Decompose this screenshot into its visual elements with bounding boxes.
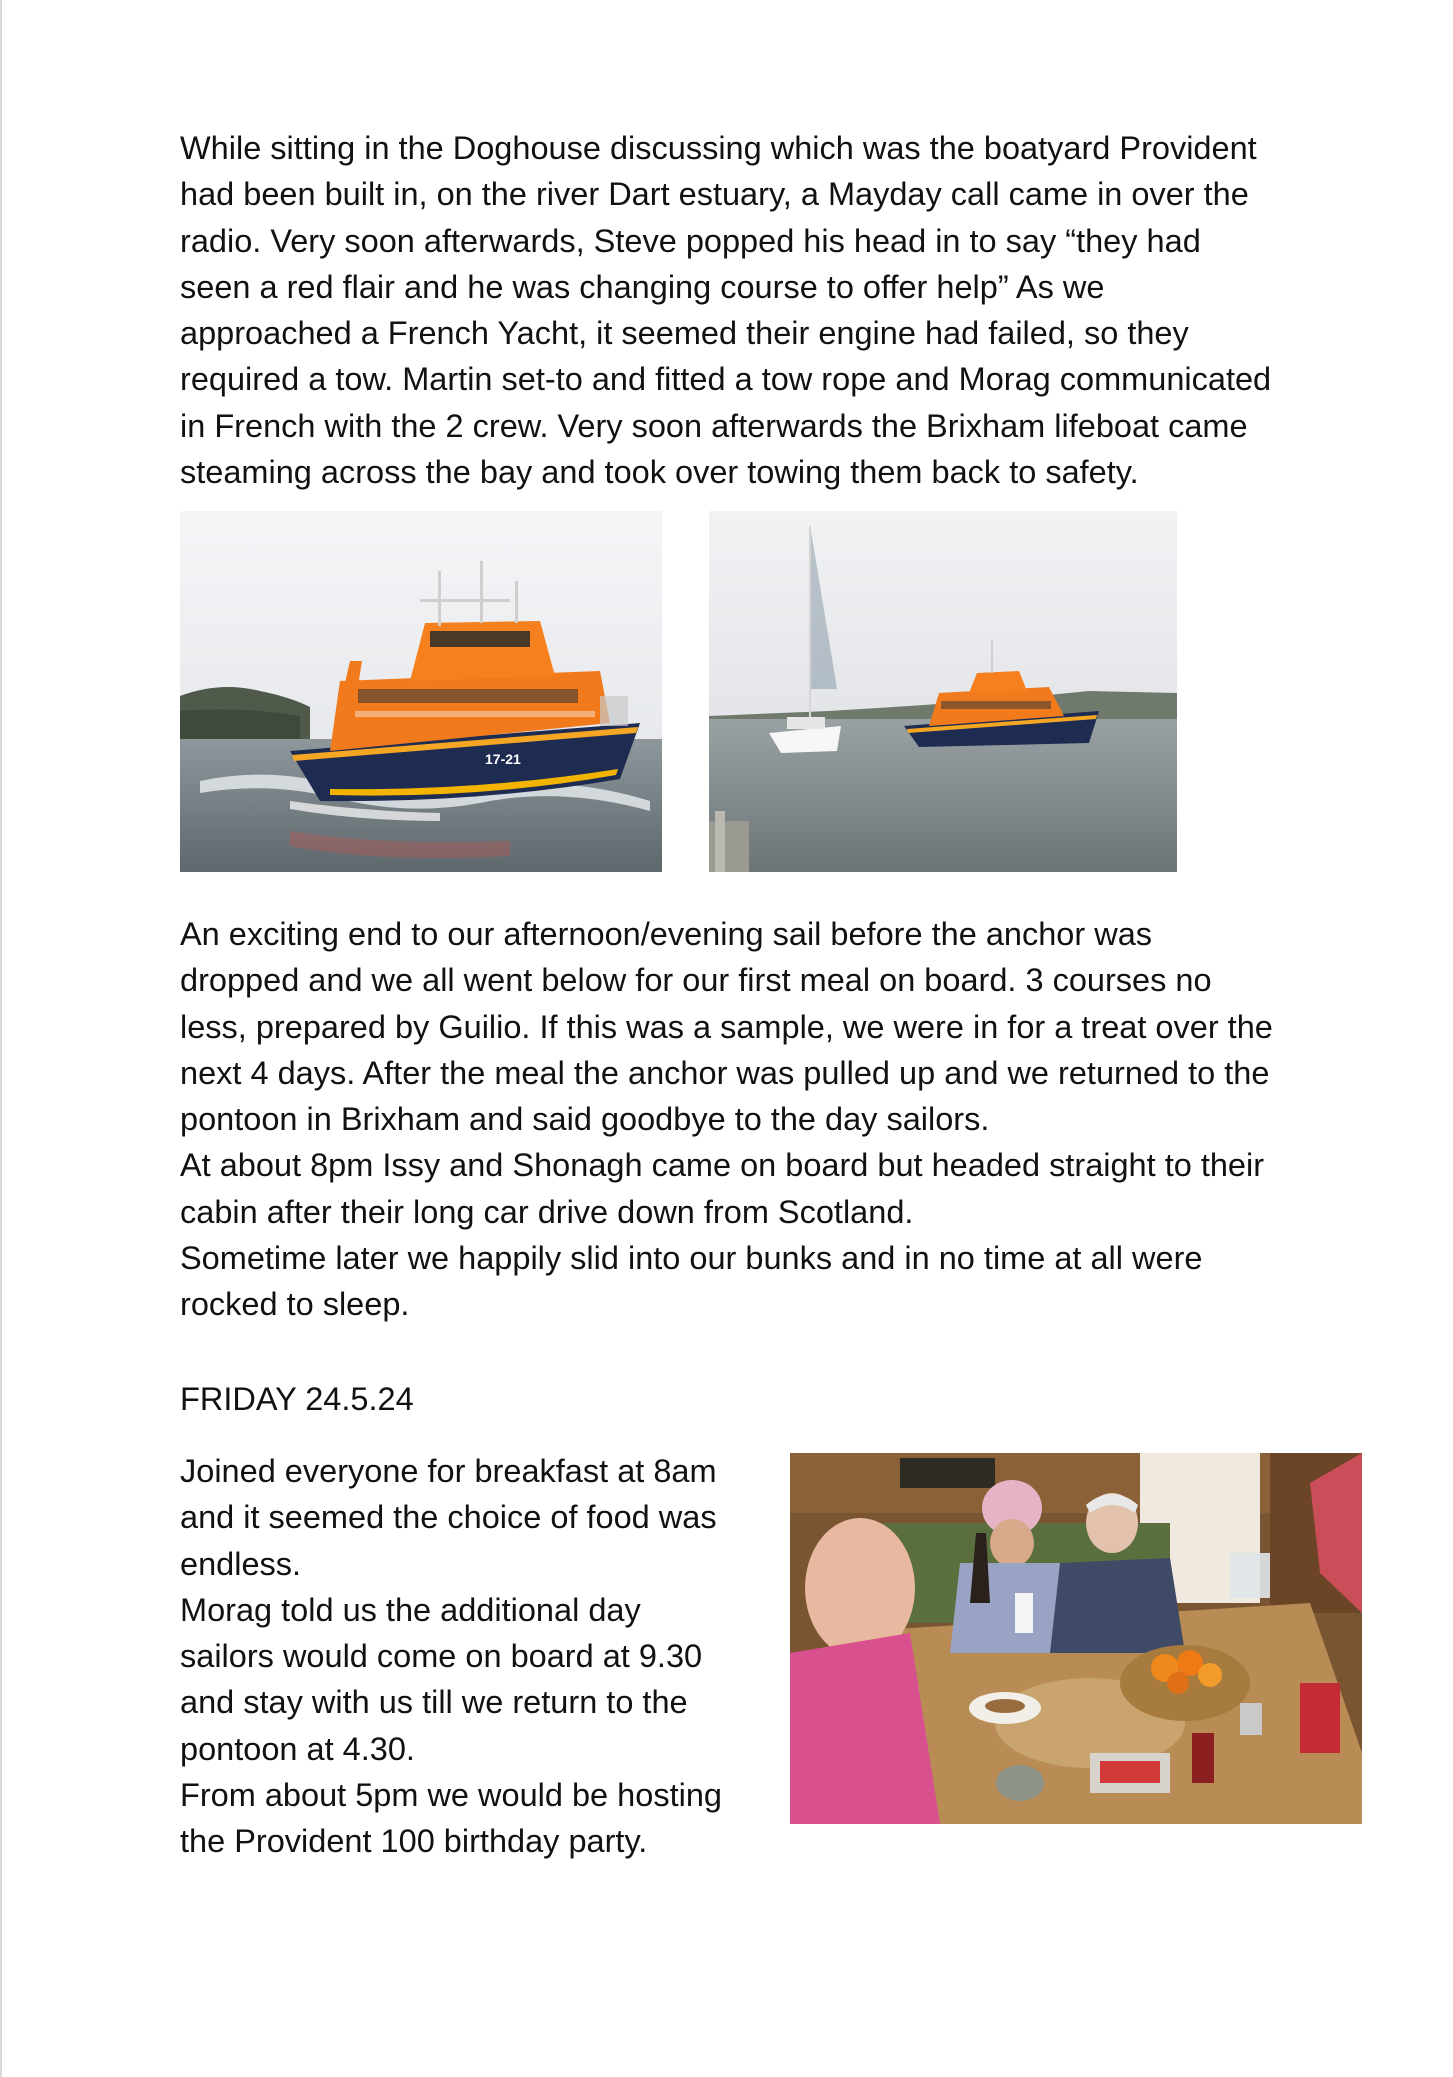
text-line: required a tow. Martin set-to and fitted a tow rope and Morag communicated — [180, 361, 1272, 398]
text-line: had been built in, on the river Dart estuary, a Mayday call came in over the — [180, 176, 1249, 213]
text-line: pontoon in Brixham and said goodbye to the day sailors. — [180, 1101, 990, 1138]
text-line: dropped and we all went below for our first meal on board. 3 courses no — [180, 962, 1212, 999]
text-line: next 4 days. After the meal the anchor was pulled up and we returned to the — [180, 1054, 1270, 1091]
text-line: approached a French Yacht, it seemed their engine had failed, so they — [180, 315, 1189, 352]
text-line: endless. — [180, 1545, 302, 1582]
text-line: cabin after their long car drive down from Scotland. — [180, 1193, 914, 1230]
text-line: sailors would come on board at 9.30 — [180, 1638, 703, 1675]
paragraph-breakfast — [180, 1448, 780, 1865]
hull-number: 17-21 — [485, 751, 521, 767]
breakfast-photo — [790, 1453, 1362, 1824]
text-line: and it seemed the choice of food was — [180, 1499, 717, 1536]
lifeboat-photo — [180, 511, 662, 872]
text-line: the Provident 100 birthday party. — [180, 1823, 648, 1860]
paragraph-evening — [180, 911, 1360, 1328]
text-line: radio. Very soon afterwards, Steve popped his head in to say “they had — [180, 222, 1201, 259]
text-line: At about 8pm Issy and Shonagh came on board but headed straight to their — [180, 1147, 1265, 1184]
text-line: in French with the 2 crew. Very soon afterwards the Brixham lifeboat came — [180, 407, 1248, 444]
paragraph-mayday — [180, 125, 1360, 495]
text-line: Joined everyone for breakfast at 8am — [180, 1453, 717, 1489]
text-line: From about 5pm we would be hosting — [180, 1777, 722, 1814]
text-line: pontoon at 4.30. — [180, 1730, 415, 1767]
day-heading: FRIDAY 24.5.24 — [180, 1381, 414, 1417]
text-line: rocked to sleep. — [180, 1286, 410, 1323]
text-line: Morag told us the additional day — [180, 1591, 641, 1628]
text-line: less, prepared by Guilio. If this was a sample, we were in for a treat over the — [180, 1008, 1273, 1045]
text-line: steaming across the bay and took over towing them back to safety. — [180, 454, 1139, 491]
text-line: An exciting end to our afternoon/evening sail before the anchor was — [180, 916, 1153, 952]
page-edge — [0, 0, 2, 2077]
text-line: While sitting in the Doghouse discussing which was the boatyard Provident — [180, 130, 1257, 166]
text-line: Sometime later we happily slid into our bunks and in no time at all were — [180, 1240, 1203, 1277]
text-line: seen a red flair and he was changing course to offer help” As we — [180, 268, 1105, 305]
tow-photo — [709, 511, 1177, 872]
text-line: and stay with us till we return to the — [180, 1684, 688, 1721]
